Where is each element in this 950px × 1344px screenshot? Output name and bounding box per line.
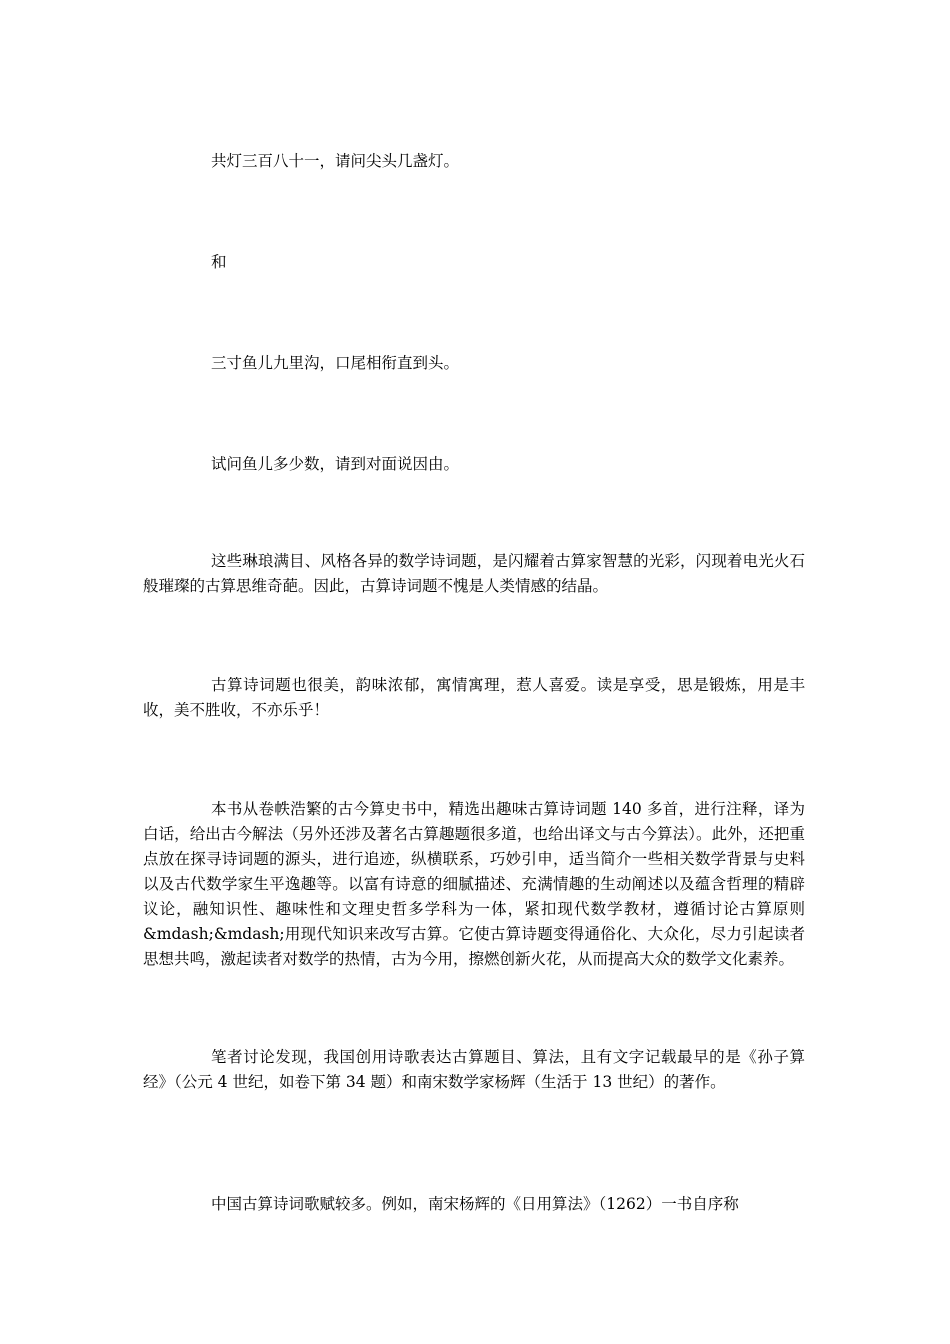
body-paragraph: 笔者讨论发现，我国创用诗歌表达古算题目、算法，且有文字记载最早的是《孙子算经》（公元 4 世纪，如卷下第 34 题）和南宋数学家杨辉（生活于 13 世纪）的著作。 (143, 1048, 805, 1091)
verse-line-fish-2: 试问鱼儿多少数，请到对面说因由。 (211, 455, 460, 473)
body-paragraph: 古算诗词题也很美，韵味浓郁，寓情寓理，惹人喜爱。读是享受，思是锻炼，用是丰收，美不胜收，不亦乐乎！ (143, 676, 805, 719)
verse-line-fish-1: 三寸鱼儿九里沟，口尾相衔直到头。 (211, 354, 460, 372)
body-paragraph: 中国古算诗词歌赋较多。例如，南宋杨辉的《日用算法》（1262）一书自序称 (211, 1195, 739, 1213)
body-paragraph: 本书从卷帙浩繁的古今算史书中，精选出趣味古算诗词题 140 多首，进行注释，译为白话，给出古今解法（另外还涉及著名古算趣题很多道，也给出译文与古今算法）。此外，还把重点放在探寻诗词题的源头，进行追迹，纵横联系，巧妙引申，适当简介一些相关数学背景与史料以及古代数学家生平逸趣等。以富有诗意的细腻描述、充满情趣的生动阐述以及蕴含哲理的精辟议论，融知识性、趣味性和文理史哲多学科为一体，紧扣现代数学教材，遵循讨论古算原则&mdash;&mdash;用现代知识来改写古算。它使古算诗题变得通俗化、大众化，尽力引起读者思想共鸣，激起读者对数学的热情，古为今用，擦燃创新火花，从而提高大众的数学文化素养。 (143, 800, 805, 968)
verse-line-lamps: 共灯三百八十一，请问尖头几盏灯。 (211, 152, 460, 170)
connector-word: 和 (211, 253, 227, 271)
body-paragraph: 这些琳琅满目、风格各异的数学诗词题，是闪耀着古算家智慧的光彩，闪现着电光火石般璀璨的古算思维奇葩。因此，古算诗词题不愧是人类情感的结晶。 (143, 552, 805, 595)
